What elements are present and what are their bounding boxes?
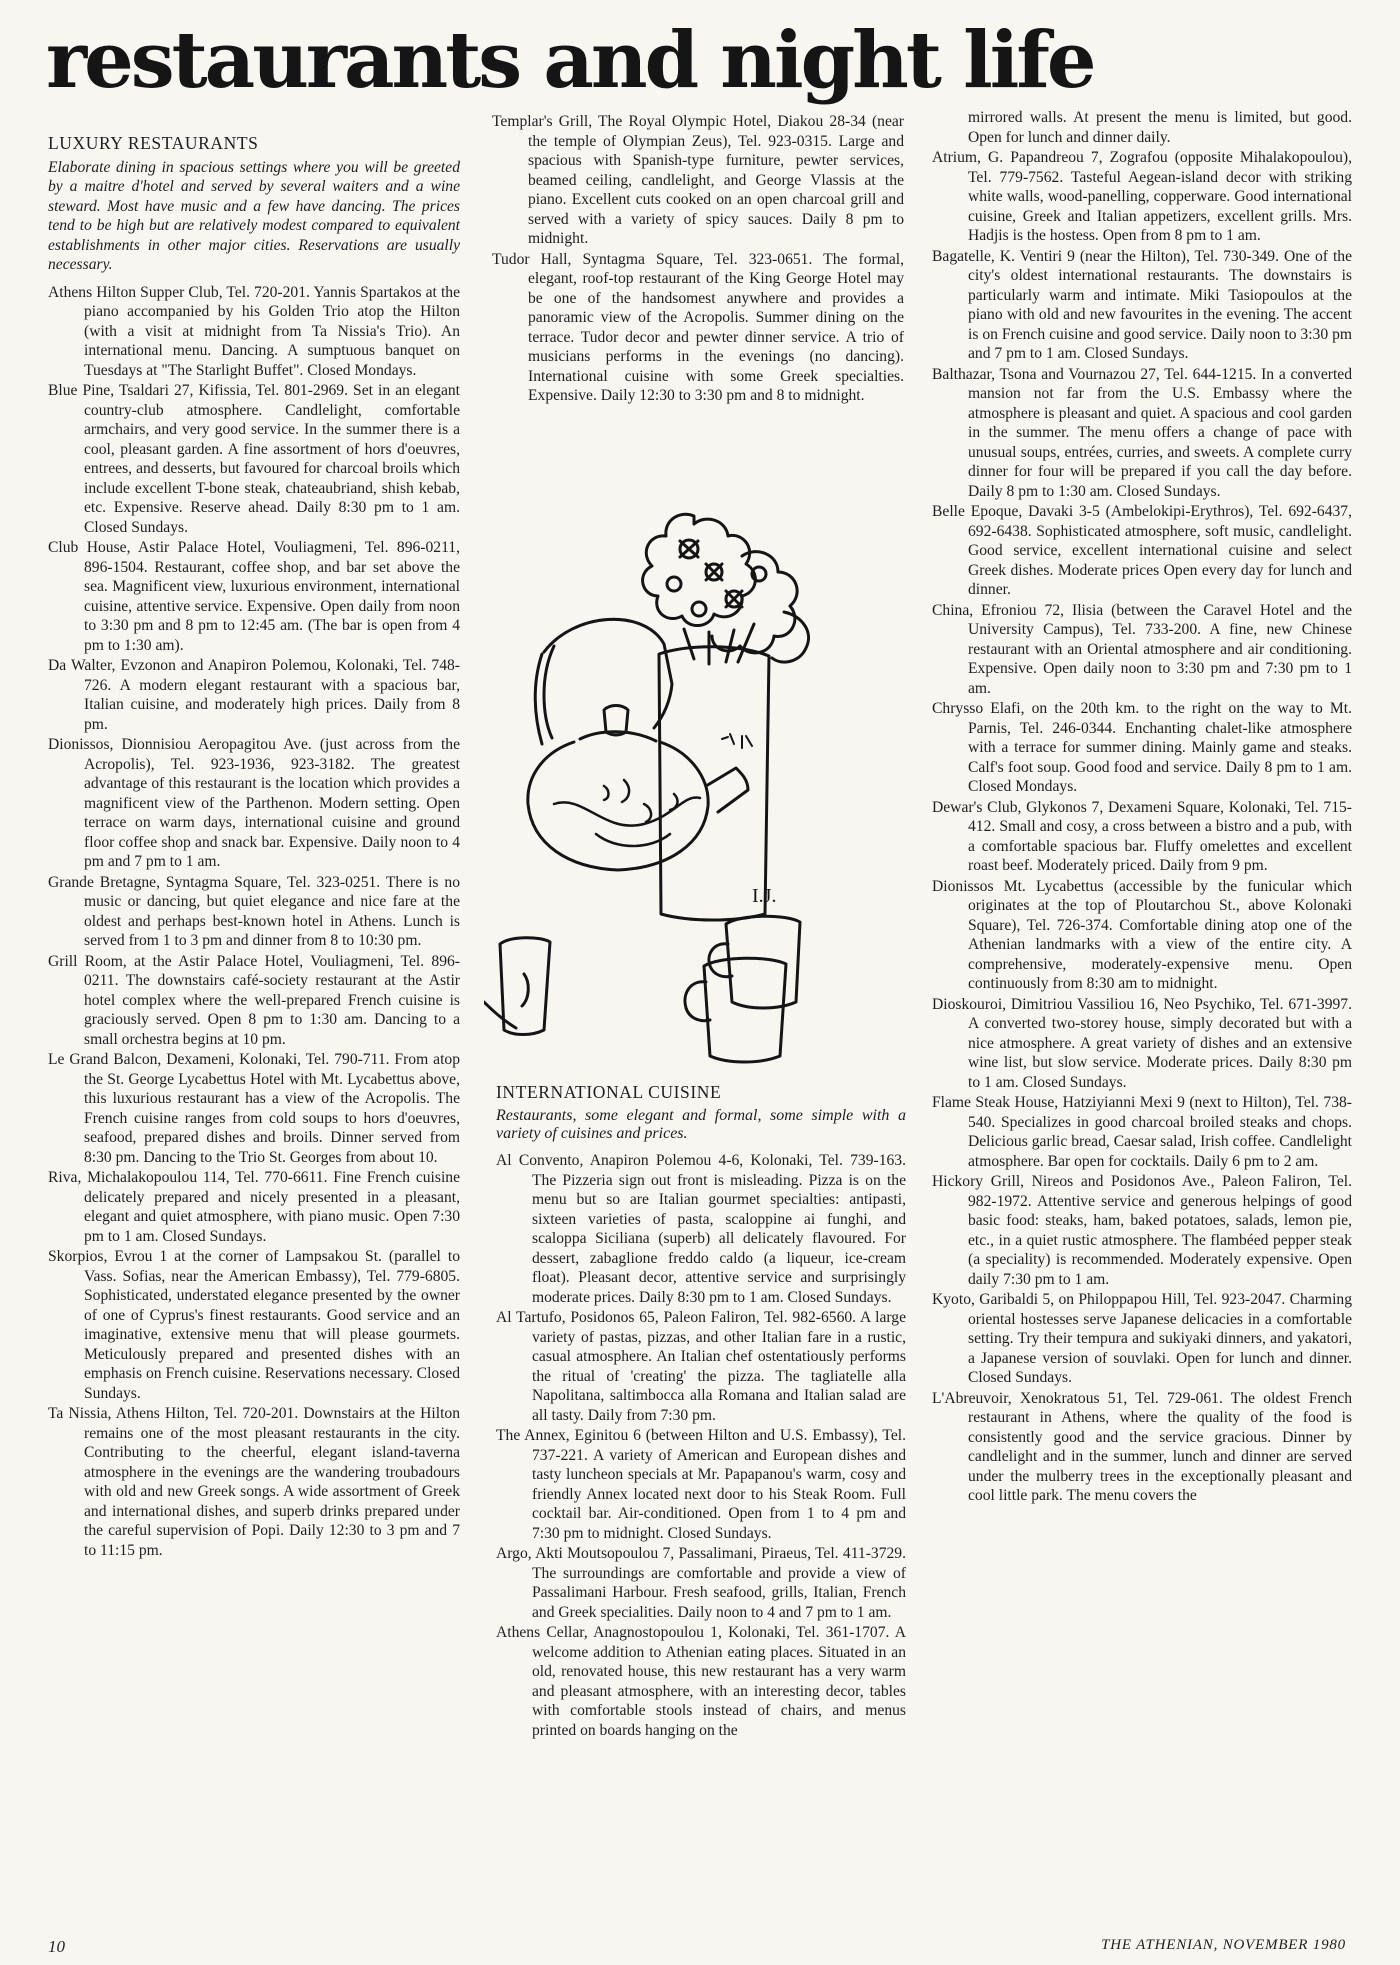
- restaurant-entry: Athens Cellar, Anagnostopoulou 1, Kolonaki, Tel. 361-1707. A welcome addition to Athenian eating places. Situated in an old, renovated house, this new restaurant has a very warm and pleasant atmosphere, with an interesting decor, tables with comfortable stools instead of chairs, and menus printed on boards hanging on the: [496, 1624, 906, 1739]
- continued-entry-text: mirrored walls. At present the menu is limited, but good. Open for lunch and dinner daily.: [968, 109, 1352, 146]
- restaurant-entry: Chrysso Elafi, on the 20th km. to the right on the way to Mt. Parnis, Tel. 246-0344. Enchanting chalet-like atmosphere with a terrace for summer dining. Mainly game and steaks. Calf's foot soup. Good food and service. Daily 8 pm to 1 am. Closed Mondays.: [932, 700, 1352, 795]
- international-cuisine-heading: INTERNATIONAL CUISINE: [496, 1082, 722, 1102]
- restaurant-entry: Balthazar, Tsona and Vournazou 27, Tel. 644-1215. In a converted mansion not far from the U.S. Embassy where the atmosphere is pleasant and quiet. A spacious and cool garden in the summer. The menu offers a change of pace with unusual soups, entrées, curries, and sweets. A complete curry dinner for four will be prepared if you call the day before. Daily 8 pm to 1:30 am. Closed Sundays.: [932, 365, 1352, 500]
- international-cuisine-intro: Restaurants, some elegant and formal, some simple with a variety of cuisines and prices.: [496, 1107, 906, 1142]
- restaurant-entry: Riva, Michalakopoulou 114, Tel. 770-6611. Fine French cuisine delicately prepared and nicely presented in a pleasant, elegant and quiet atmosphere, with piano music. Open 7:30 pm to 1 am. Closed Sundays.: [48, 1169, 460, 1245]
- column-1: [48, 134, 460, 1561]
- restaurant-entry: Flame Steak House, Hatziyianni Mexi 9 (next to Hilton), Tel. 738-540. Specializes in good charcoal broiled steaks and chops. Delicious garlic bread, Caesar salad, Irish coffee. Candlelight atmosphere. Bar open for cocktails. Daily 6 pm to 2 am.: [932, 1094, 1352, 1170]
- luxury-restaurants-heading: LUXURY RESTAURANTS: [48, 133, 259, 153]
- restaurant-entry: Atrium, G. Papandreou 7, Zografou (opposite Mihalakopoulou), Tel. 779-7562. Tasteful Aegean-island decor with striking white walls, wood-panelling, copperware. Good international cuisine, Greek and Italian appetizers, excellent grills. Mrs. Hadjis is the hostess. Open from 8 pm to 1 am.: [932, 149, 1352, 244]
- restaurant-entry: Argo, Akti Moutsopoulou 7, Passalimani, Piraeus, Tel. 411-3729. The surroundings are comfortable and provide a view of Passalimani Harbour. Fresh seafood, grills, Italian, French and Greek specialities. Daily noon to 4 and 7 pm to 1 am.: [496, 1545, 906, 1621]
- restaurant-entry: Le Grand Balcon, Dexameni, Kolonaki, Tel. 790-711. From atop the St. George Lycabettus Hotel with Mt. Lycabettus above, this luxurious restaurant has a view of the Acropolis. The French cuisine ranges from cold soups to hors d'oeuvres, seafood, prepared dishes and broils. Dinner served from 8:30 pm. Dancing to the Trio St. Georges from about 10.: [48, 1051, 460, 1166]
- restaurant-entry: Athens Hilton Supper Club, Tel. 720-201. Yannis Spartakos at the piano accompanied by his Golden Trio atop the Hilton (with a visit at midnight from Ta Nissia's Trio). An international menu. Dancing. A sumptuous banquet on Tuesdays at "The Starlight Buffet". Closed Mondays.: [48, 283, 460, 379]
- luxury-restaurants-intro: Elaborate dining in spacious settings where you will be greeted by a maitre d'hotel and served by several waiters and a wine steward. Most have music and a few have dancing. The prices tend to be high but are relatively modest compared to equivalent establishments in other major cities. Reservations are usually necessary.: [48, 158, 460, 273]
- restaurant-entry: Tudor Hall, Syntagma Square, Tel. 323-0651. The formal, elegant, roof-top restaurant of the King George Hotel may be one of the handsomest anywhere and provides a panoramic view of the Acropolis. Summer dining on the terrace. Tudor decor and pewter dinner service. A trio of musicians performs in the evenings (no dancing). International cuisine with some Greek specialties. Expensive. Daily 12:30 to 3:30 pm and 8 to midnight.: [492, 250, 904, 404]
- restaurant-entry: Templar's Grill, The Royal Olympic Hotel, Diakou 28-34 (near the temple of Olympian Zeus), Tel. 923-0315. Large and spacious with Spanish-type furniture, pewter services, beamed ceiling, candlelight, and George Vlassis at the piano. Excellent cuts cooked on an open charcoal grill and served with a variety of spicy sauces. Daily 8 pm to midnight.: [492, 113, 904, 247]
- restaurant-entry: Ta Nissia, Athens Hilton, Tel. 720-201. Downstairs at the Hilton remains one of the most pleasant restaurants in the city. Contributing to the cheerful, elegant island-taverna atmosphere in the evenings are the wandering troubadours with old and new Greek songs. A wide assortment of Greek and international dishes, and superb drinks prepared under the careful supervision of Popi. Daily 12:30 to 3 pm and 7 to 11:15 pm.: [48, 1405, 460, 1559]
- restaurant-entry: Grill Room, at the Astir Palace Hotel, Vouliagmeni, Tel. 896-0211. The downstairs café-society restaurant at the Astir hotel complex where the well-prepared French cuisine is graciously served. Open 8 pm to 1:30 am. Dancing to a small orchestra begins at 10 pm.: [48, 952, 460, 1048]
- restaurant-entry: Da Walter, Evzonon and Anapiron Polemou, Kolonaki, Tel. 748-726. A modern elegant restaurant with a spacious bar, Italian cuisine, and moderately high prices. Daily from 8 pm.: [48, 657, 460, 733]
- restaurant-entry: Club House, Astir Palace Hotel, Vouliagmeni, Tel. 896-0211, 896-1504. Restaurant, coffee shop, and bar set above the sea. Magnificent view, luxurious environment, international cuisine, attentive service. Expensive. Open daily from noon to 3:30 pm and 8 pm to 12:45 am. (The bar is open from 4 pm to 1:30 am).: [48, 539, 460, 654]
- restaurant-entry: Skorpios, Evrou 1 at the corner of Lampsakou St. (parallel to Vass. Sofias, near the American Embassy), Tel. 779-6805. Sophisticated, understated elegance presented by the owner of one of Cyprus's finest restaurants. Good service and an imaginative, extensive menu that will please gourmets. Meticulously prepared and presented dishes with an emphasis on French cuisine. Reservations necessary. Closed Sundays.: [48, 1248, 460, 1402]
- restaurant-entry: The Annex, Eginitou 6 (between Hilton and U.S. Embassy), Tel. 737-221. A variety of American and European dishes and tasty luncheon specials at Mr. Papapanou's warm, cosy and friendly Annex located next door to his Steak Room. Full cocktail bar. Air-conditioned. Open from 1 to 4 pm and 7:30 pm to midnight. Closed Sundays.: [496, 1427, 906, 1542]
- restaurant-entry: Grande Bretagne, Syntagma Square, Tel. 323-0251. There is no music or dancing, but quiet elegance and nice fare at the oldest and perhaps best-known hotel in Athens. Lunch is served from 1 to 3 pm and dinner from 8 to 10:30 pm.: [48, 873, 460, 949]
- restaurant-entry: Hickory Grill, Nireos and Posidonos Ave., Paleon Faliron, Tel. 982-1972. Attentive service and generous helpings of good basic food: steaks, ham, baked potatoes, salads, lemon pie, etc., in a quiet rustic atmosphere. The flambéed pepper steak (a speciality) is recommended. Moderately expensive. Open daily 7:30 pm to 1 am.: [932, 1173, 1352, 1288]
- restaurant-entry: Dioskouroi, Dimitriou Vassiliou 16, Neo Psychiko, Tel. 671-3997. A converted two-storey house, simply decorated but with a nice atmosphere. A great variety of dishes and an extensive wine list, but slow service. Moderate prices. Daily 8:30 pm to 1 am. Closed Sundays.: [932, 995, 1352, 1091]
- restaurant-entry: Dionissos Mt. Lycabettus (accessible by the funicular which originates at the top of Ploutarchou St., above Kolonaki Square), Tel. 726-374. Comfortable dining atop one of the Athenian landmarks with a view of the entire city. A comprehensive, moderately-expensive menu. Open continuously from 8:30 am to midnight.: [932, 877, 1352, 992]
- restaurant-entry: Belle Epoque, Davaki 3-5 (Ambelokipi-Erythros), Tel. 692-6437, 692-6438. Sophisticated atmosphere, soft music, candlelight. Good service, excellent international cuisine and select Greek dishes. Moderate prices Open every day for lunch and dinner.: [932, 503, 1352, 598]
- magazine-footer: THE ATHENIAN, NOVEMBER 1980: [1101, 1937, 1346, 1953]
- cup-icon: [709, 916, 800, 1008]
- cup-icon: [685, 958, 786, 1062]
- flower-bouquet-icon: [643, 514, 809, 664]
- international-cuisine-section: [496, 1082, 906, 1741]
- teapot-flowers-cups-illustration: [484, 504, 924, 1064]
- vase-icon: [659, 647, 769, 920]
- column-3: [932, 108, 1352, 1507]
- cup-icon: [484, 938, 550, 1035]
- restaurant-entry: L'Abreuvoir, Xenokratous 51, Tel. 729-061. The oldest French restaurant in Athens, where the quality of the food is consistently good and the service gracious. Dinner by candlelight and in the summer, lunch and dinner are served under the mulberry trees in the exceptionally pleasant and cool little park. The menu covers the: [932, 1389, 1352, 1504]
- restaurant-entry: Dionissos, Dionnisiou Aeropagitou Ave. (just across from the Acropolis), Tel. 923-1936, 923-3182. The greatest advantage of this restaurant is the location which provides a magnificent view of the Parthenon. Modern setting. Open terrace on warm days, international cuisine and ground floor coffee shop and snack bar. Expensive. Daily noon to 4 pm and 7 pm to 1 am.: [48, 736, 460, 870]
- column-2: [492, 112, 904, 407]
- restaurant-entry: Al Convento, Anapiron Polemou 4-6, Kolonaki, Tel. 739-163. The Pizzeria sign out front is misleading. Pizza is on the menu but so are Italian gourmet specialties: antipasti, sixteen varieties of pasta, scaloppine ai funghi, and scaloppa Siciliana (superb) all delicately flavoured. For dessert, zabaglione freddo caldo (a liqueur, ice-cream float). Pleasant decor, attentive service and surprisingly moderate prices. Daily 8:30 pm to 1 am. Closed Sundays.: [496, 1152, 906, 1306]
- restaurant-entry: China, Efroniou 72, Ilisia (between the Caravel Hotel and the University Campus), Tel. 733-200. A fine, new Chinese restaurant with an Oriental atmosphere and air conditioning. Expensive. Open daily noon to 3:30 pm and 7:30 pm to 1 am.: [932, 601, 1352, 697]
- restaurant-entry: Bagatelle, K. Ventiri 9 (near the Hilton), Tel. 730-349. One of the city's oldest international restaurants. The downstairs is particularly warm and intimate. Miki Tasiopoulos at the piano with old and new favourites in the evening. The accent is on French cuisine and good service. Daily noon to 3:30 pm and 7 pm to 1 am. Closed Sundays.: [932, 247, 1352, 362]
- illustration-monogram: I.J.: [752, 885, 777, 907]
- restaurant-entry: Kyoto, Garibaldi 5, on Philoppapou Hill, Tel. 923-2047. Charming oriental hostesses serve Japanese delicacies in a comfortable setting. Try their tempura and sukiyaki dinners, and yakatori, a Japanese version of souvlaki. Open for lunch and dinner. Closed Sundays.: [932, 1291, 1352, 1386]
- restaurant-entry: Dewar's Club, Glykonos 7, Dexameni Square, Kolonaki, Tel. 715-412. Small and cosy, a cross between a bistro and a pub, with a comfortable spacious bar. Fluffy omelettes and excellent roast beef. Moderately priced. Daily from 9 pm.: [932, 798, 1352, 874]
- teapot-icon: [528, 619, 748, 870]
- restaurant-entry: Al Tartufo, Posidonos 65, Paleon Faliron, Tel. 982-6560. A large variety of pastas, pizzas, and other Italian fare in a rustic, casual atmosphere. An Italian chef ostentatiously performs the ritual of 'creating' the pizza. The tagliatelle alla Napolitana, saltimbocca alla Romana and Italian salad are all tasty. Daily from 7:30 pm.: [496, 1309, 906, 1424]
- page-number: 10: [48, 1937, 65, 1956]
- restaurant-entry: Blue Pine, Tsaldari 27, Kifissia, Tel. 801-2969. Set in an elegant country-club atmosphere. Candlelight, comfortable armchairs, and very good service. In the summer there is a cool, pleasant garden. A fine assortment of hors d'oeuvres, entrees, and desserts, but favoured for charcoal broils which include excellent T-bone steak, chateaubriand, shish kebab, etc. Expensive. Reserve ahead. Daily 8:30 pm to 1 am. Closed Sundays.: [48, 382, 460, 536]
- page-title: restaurants and night life: [46, 15, 1094, 106]
